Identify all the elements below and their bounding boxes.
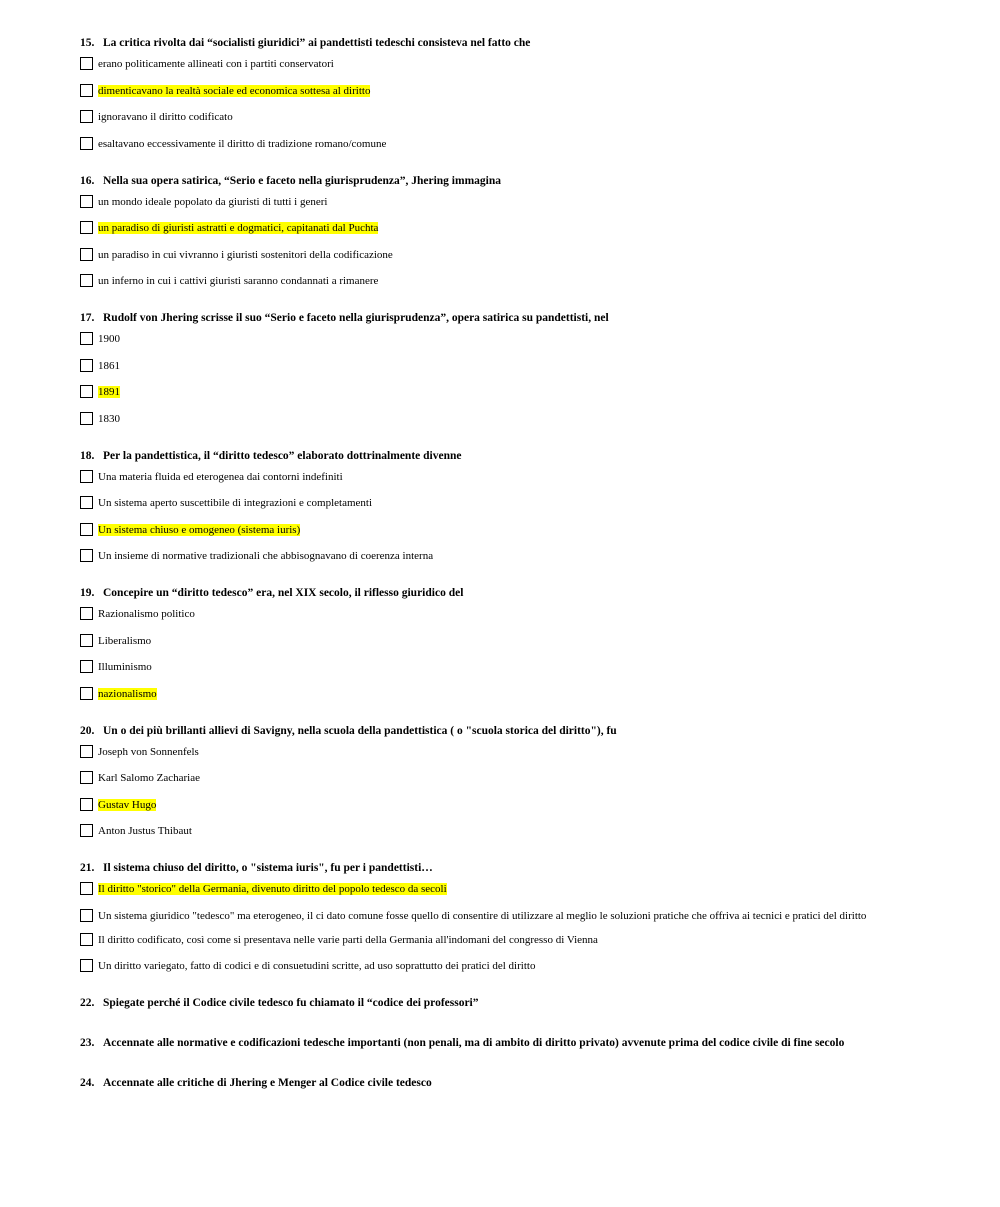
answer-option[interactable] (80, 745, 920, 761)
answer-checkbox[interactable] (80, 824, 93, 837)
question-block (80, 174, 920, 291)
answer-text: Liberalismo (98, 634, 152, 647)
answer-checkbox[interactable] (80, 385, 93, 398)
answer-option[interactable] (80, 385, 920, 401)
question-block (80, 36, 920, 153)
answer-option[interactable] (80, 607, 920, 623)
answer-option[interactable] (80, 57, 920, 73)
answer-option[interactable] (80, 933, 920, 949)
answer-option[interactable] (80, 359, 920, 375)
answer-checkbox[interactable] (80, 274, 93, 287)
open-question-title (80, 1036, 920, 1052)
answer-text: Un sistema giuridico "tedesco" ma eterogeneo, il ci dato comune fosse quello di consentire di utilizzare al meglio le soluzioni pratiche che offriva ai tecnici e pratici del diritto (98, 909, 867, 922)
answer-checkbox[interactable] (80, 523, 93, 536)
answer-text: esaltavano eccessivamente il diritto di tradizione romano/comune (98, 137, 387, 150)
answer-option[interactable] (80, 274, 920, 290)
answer-option[interactable] (80, 959, 920, 975)
question-number: 21. (80, 862, 95, 874)
answer-checkbox[interactable] (80, 933, 93, 946)
question-title (80, 311, 920, 327)
answer-checkbox[interactable] (80, 634, 93, 647)
answer-checkbox[interactable] (80, 248, 93, 261)
answer-checkbox[interactable] (80, 882, 93, 895)
answer-checkbox[interactable] (80, 909, 93, 922)
answer-text: erano politicamente allineati con i partiti conservatori (98, 58, 334, 70)
answer-checkbox[interactable] (80, 496, 93, 509)
open-question-title (80, 1076, 920, 1092)
question-number: 15. (80, 37, 95, 49)
answer-option[interactable] (80, 523, 920, 539)
answer-option[interactable] (80, 412, 920, 428)
question-number: 16. (80, 174, 95, 187)
answer-checkbox[interactable] (80, 137, 93, 150)
answer-checkbox[interactable] (80, 195, 93, 208)
answer-checkbox[interactable] (80, 687, 93, 700)
question-title (80, 174, 920, 190)
answer-option[interactable] (80, 687, 920, 703)
answer-option[interactable] (80, 824, 920, 840)
answer-checkbox[interactable] (80, 110, 93, 123)
question-number: 24. (80, 1077, 95, 1089)
answer-text: Un diritto variegato, fatto di codici e di consuetudini scritte, ad uso soprattutto dei pratici del diritto (98, 960, 536, 972)
answer-checkbox[interactable] (80, 959, 93, 972)
answer-text: 1900 (98, 333, 120, 345)
answer-text-highlighted: Un sistema chiuso e omogeneo (sistema iuris) (98, 523, 301, 536)
answer-checkbox[interactable] (80, 84, 93, 97)
answer-text-highlighted: dimenticavano la realtà sociale ed economica sottesa al diritto (98, 84, 371, 97)
answer-option[interactable] (80, 195, 920, 211)
question-text: Un o dei più brillanti allievi di Savigny, nella scuola della pandettistica ( o "scuola storica del diritto"), fu (103, 724, 617, 737)
answer-checkbox[interactable] (80, 57, 93, 70)
answer-option[interactable] (80, 110, 920, 126)
answer-checkbox[interactable] (80, 549, 93, 562)
question-text: Concepire un “diritto tedesco” era, nel XIX secolo, il riflesso giuridico del (103, 587, 464, 599)
answer-text: Joseph von Sonnenfels (98, 745, 199, 758)
answer-option[interactable] (80, 909, 920, 925)
answer-option[interactable] (80, 771, 920, 787)
answer-option[interactable] (80, 882, 920, 898)
answer-text: un paradiso in cui vivranno i giuristi sostenitori della codificazione (98, 248, 393, 261)
answer-text-highlighted: 1891 (98, 386, 120, 398)
question-text: Spiegate perché il Codice civile tedesco fu chiamato il “codice dei professori” (103, 997, 479, 1009)
question-title (80, 36, 920, 52)
answer-text: Una materia fluida ed eterogenea dai contorni indefiniti (98, 470, 343, 483)
answer-text: Il diritto codificato, così come si presentava nelle varie parti della Germania all'indomani del congresso di Vienna (98, 933, 598, 946)
question-block (80, 724, 920, 841)
answer-option[interactable] (80, 634, 920, 650)
answer-text: Un sistema aperto suscettibile di integrazioni e completamenti (98, 497, 373, 509)
answer-text-highlighted: un paradiso di giuristi astratti e dogmatici, capitanati dal Puchta (98, 222, 379, 234)
answer-checkbox[interactable] (80, 332, 93, 345)
answer-option[interactable] (80, 470, 920, 486)
answer-text: 1861 (98, 359, 120, 372)
answer-option[interactable] (80, 84, 920, 100)
question-title (80, 586, 920, 602)
question-number: 23. (80, 1037, 95, 1049)
question-block (80, 586, 920, 703)
answer-text: un mondo ideale popolato da giuristi di tutti i generi (98, 195, 328, 208)
answer-checkbox[interactable] (80, 745, 93, 758)
answer-text-highlighted: Il diritto "storico" della Germania, divenuto diritto del popolo tedesco da secoli (98, 883, 447, 895)
answer-option[interactable] (80, 496, 920, 512)
answer-option[interactable] (80, 332, 920, 348)
answer-text: Illuminismo (98, 661, 152, 673)
question-number: 17. (80, 312, 95, 324)
answer-text-highlighted: nazionalismo (98, 687, 157, 700)
question-text: Il sistema chiuso del diritto, o "sistema iuris", fu per i pandettisti… (103, 862, 433, 874)
open-question-block (80, 1036, 920, 1052)
answer-option[interactable] (80, 248, 920, 264)
question-text: Accennate alle critiche di Jhering e Menger al Codice civile tedesco (103, 1077, 432, 1089)
quiz-page (80, 36, 920, 1116)
question-block (80, 311, 920, 428)
answer-text: Karl Salomo Zachariae (98, 772, 201, 784)
answer-option[interactable] (80, 137, 920, 153)
answer-option[interactable] (80, 549, 920, 565)
answer-checkbox[interactable] (80, 798, 93, 811)
answer-text: Anton Justus Thibaut (98, 825, 192, 837)
question-text: Nella sua opera satirica, “Serio e faceto nella giurisprudenza”, Jhering immagina (103, 174, 501, 187)
question-title (80, 724, 920, 740)
question-text: Rudolf von Jhering scrisse il suo “Serio e faceto nella giurisprudenza”, opera satirica su pandettisti, nel (103, 312, 609, 324)
answer-text: Razionalismo politico (98, 608, 195, 620)
question-title (80, 449, 920, 465)
question-number: 18. (80, 449, 95, 462)
answer-text-highlighted: Gustav Hugo (98, 798, 157, 811)
open-question-title (80, 996, 920, 1012)
answer-checkbox[interactable] (80, 470, 93, 483)
answer-option[interactable] (80, 221, 920, 237)
answer-option[interactable] (80, 798, 920, 814)
question-number: 20. (80, 724, 95, 737)
answer-checkbox[interactable] (80, 607, 93, 620)
question-text: La critica rivolta dai “socialisti giuridici” ai pandettisti tedeschi consisteva nel fatto che (103, 37, 531, 49)
answer-text: un inferno in cui i cattivi giuristi saranno condannati a rimanere (98, 275, 379, 287)
answer-text: ignoravano il diritto codificato (98, 111, 233, 123)
answer-text: 1830 (98, 412, 120, 425)
open-question-block (80, 996, 920, 1012)
question-text: Per la pandettistica, il “diritto tedesco” elaborato dottrinalmente divenne (103, 449, 462, 462)
answer-checkbox[interactable] (80, 412, 93, 425)
open-question-block (80, 1076, 920, 1092)
question-block (80, 449, 920, 566)
answer-checkbox[interactable] (80, 771, 93, 784)
answer-option[interactable] (80, 660, 920, 676)
answer-checkbox[interactable] (80, 660, 93, 673)
answer-checkbox[interactable] (80, 359, 93, 372)
question-number: 22. (80, 997, 95, 1009)
answer-checkbox[interactable] (80, 221, 93, 234)
question-number: 19. (80, 587, 95, 599)
answer-text: Un insieme di normative tradizionali che abbisognavano di coerenza interna (98, 550, 434, 562)
question-text: Accennate alle normative e codificazioni tedesche importanti (non penali, ma di ambito di diritto privato) avvenute prima del codice civile di fine secolo (103, 1037, 845, 1049)
question-title (80, 861, 920, 877)
question-block (80, 861, 920, 975)
